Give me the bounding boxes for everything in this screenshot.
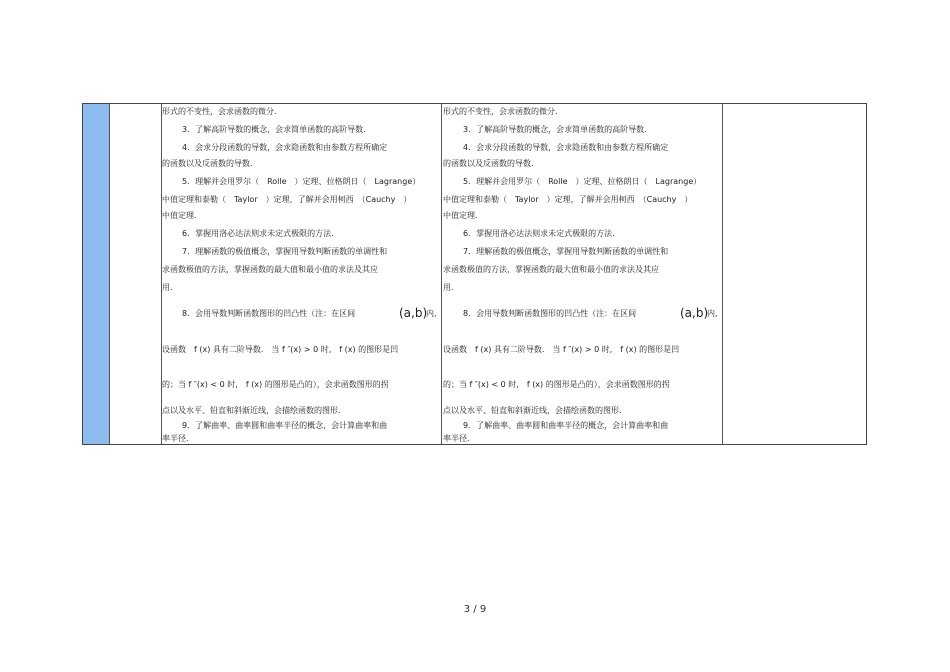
text-line: 4．会求分段函数的导数，会求隐函数和由参数方程所确定 — [463, 143, 669, 152]
text-line: 设函数 f (x) 具有二阶导数. 当 f ″(x) > 0 时, f (x) 的图形是凹 — [162, 345, 399, 354]
text-line: 中值定理和泰勒（ Taylor ）定理，了解并会用柯西 （Cauchy ） — [162, 195, 412, 204]
text-line: 的；当 f ″(x) < 0 时, f (x) 的图形是凸的），会求函数图形的拐 — [443, 380, 670, 389]
text-line: 用. — [443, 283, 454, 292]
text-line: 5．理解并会用罗尔（ Rolle ）定理、拉格朗日（ Lagrange） — [182, 177, 421, 186]
text-line: 内, — [426, 309, 437, 318]
text-line: 用. — [162, 283, 173, 292]
text-line: 形式的不变性，会求函数的微分. — [162, 107, 277, 116]
table-marker-column — [83, 104, 110, 444]
text-line: 8．会用导数判断函数图形的凹凸性（注：在区间 — [463, 309, 637, 318]
text-line: 中值定理. — [162, 211, 197, 220]
page-number: 3 / 9 — [463, 604, 487, 615]
text-line: 中值定理和泰勒（ Taylor ）定理，了解并会用柯西 （Cauchy ） — [443, 195, 693, 204]
text-line: 求函数极值的方法，掌握函数的最大值和最小值的求法及其应 — [162, 265, 378, 274]
text-line: 的；当 f ″(x) < 0 时, f (x) 的图形是凸的），会求函数图形的拐 — [162, 380, 389, 389]
column-divider — [722, 104, 723, 444]
text-line: 9．了解曲率、曲率圆和曲率半径的概念，会计算曲率和曲 — [463, 421, 669, 430]
text-line: 5．理解并会用罗尔（ Rolle ）定理、拉格朗日（ Lagrange） — [463, 177, 702, 186]
text-line: 中值定理. — [443, 211, 478, 220]
text-line: 6．掌握用洛必达法则求未定式极限的方法. — [182, 229, 334, 238]
syllabus-table — [82, 103, 867, 445]
text-line: 的函数以及反函数的导数. — [443, 159, 534, 168]
text-line: 3．了解高阶导数的概念，会求简单函数的高阶导数. — [463, 125, 647, 134]
text-line: 形式的不变性，会求函数的微分. — [443, 107, 558, 116]
text-line: 内, — [707, 309, 718, 318]
text-line: 8．会用导数判断函数图形的凹凸性（注：在区间 — [182, 309, 356, 318]
requirements-column-left — [162, 104, 440, 444]
text-line: 设函数 f (x) 具有二阶导数. 当 f ″(x) > 0 时, f (x) 的图形是凹 — [443, 345, 680, 354]
interval-formula: (a,b) — [399, 306, 428, 320]
text-line: 率半径. — [162, 434, 189, 443]
text-line: 点以及水平、铅直和斜渐近线，会描绘函数的图形. — [443, 406, 622, 415]
interval-formula: (a,b) — [680, 306, 709, 320]
text-line: 求函数极值的方法，掌握函数的最大值和最小值的求法及其应 — [443, 265, 659, 274]
text-line: 7．理解函数的极值概念，掌握用导数判断函数的单调性和 — [463, 247, 669, 256]
text-line: 的函数以及反函数的导数. — [162, 159, 253, 168]
requirements-column-right — [443, 104, 721, 444]
text-line: 率半径. — [443, 434, 470, 443]
text-line: 7．理解函数的极值概念，掌握用导数判断函数的单调性和 — [182, 247, 388, 256]
text-line: 3．了解高阶导数的概念，会求简单函数的高阶导数. — [182, 125, 366, 134]
text-line: 9．了解曲率、曲率圆和曲率半径的概念，会计算曲率和曲 — [182, 421, 388, 430]
text-line: 6．掌握用洛必达法则求未定式极限的方法. — [463, 229, 615, 238]
text-line: 点以及水平、铅直和斜渐近线，会描绘函数的图形. — [162, 406, 341, 415]
text-line: 4．会求分段函数的导数，会求隐函数和由参数方程所确定 — [182, 143, 388, 152]
column-divider — [441, 104, 442, 444]
